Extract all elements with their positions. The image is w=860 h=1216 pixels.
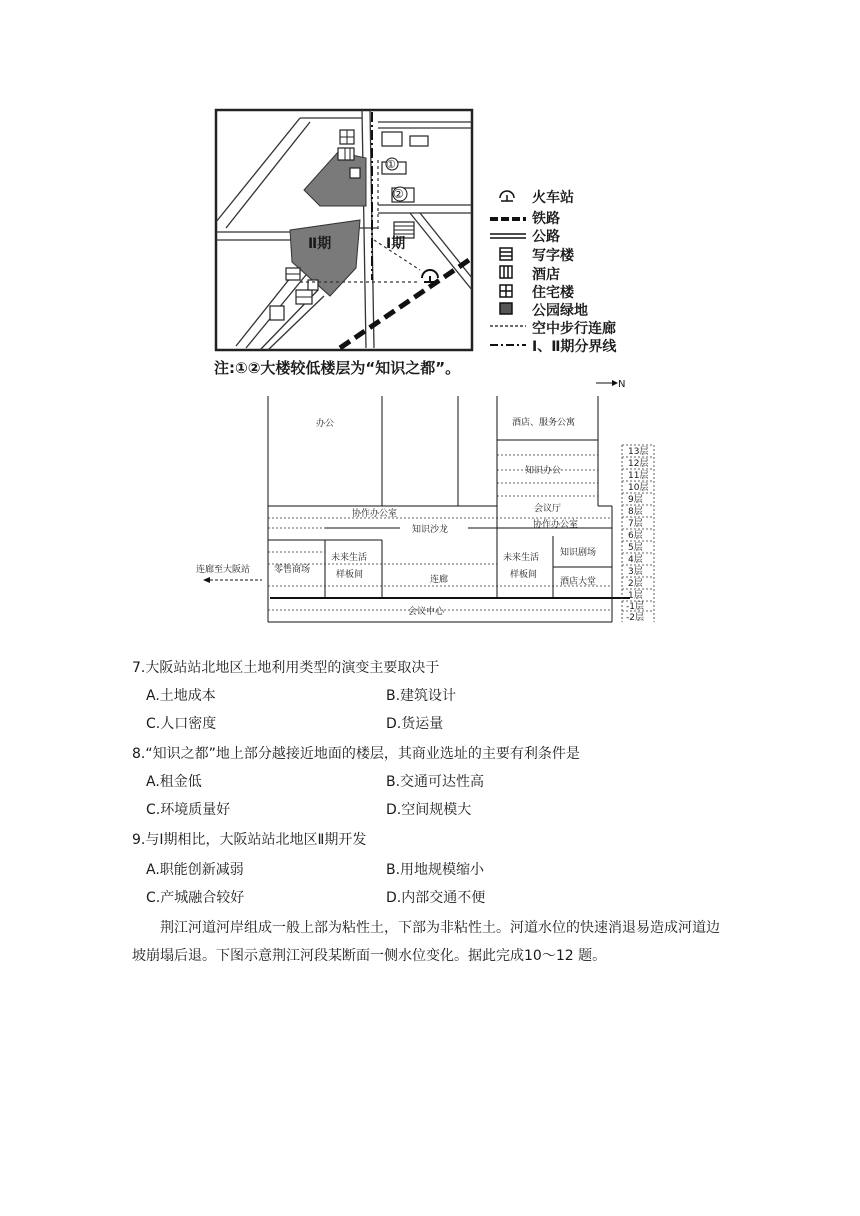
legend-label: 住宅楼 [532,285,574,301]
residential-icon [500,285,512,297]
arrow-left-icon [203,577,262,583]
floor-label: 6层 [628,531,643,541]
office-building-icon [500,248,512,260]
phase-2-label: Ⅱ期 [308,236,332,252]
train-station-icon [500,191,514,201]
option: D.货运量 [386,716,444,732]
convention-center-label: 会议中心 [408,607,445,617]
legend-label: 酒店 [532,267,560,283]
office-label: 办公 [316,419,335,429]
floor-label: 8层 [628,507,643,517]
retail-label: 零售商场 [274,565,311,575]
legend-label: 空中步行连廊 [532,321,616,337]
option: A.职能创新减弱 [146,862,244,878]
corridor-to-osaka-label: 连廊至大阪站 [196,565,251,575]
legend-label: 公路 [532,229,560,245]
floor-label: 9层 [628,495,643,505]
floor-label: 4层 [628,555,643,565]
legend-label: 火车站 [532,190,574,206]
building-1-label: ① [386,158,396,171]
legend [490,191,526,345]
option: D.空间规模大 [386,802,472,818]
option: A.土地成本 [146,688,216,704]
road-icon [490,234,526,238]
building-section [0,378,860,630]
floor-label: 11层 [628,471,649,481]
legend-label: 铁路 [532,211,560,227]
option: A.租金低 [146,774,202,790]
map-note: 注:①②大楼较低楼层为“知识之都”。 [214,359,461,377]
legend-label: Ⅰ、Ⅱ期分界线 [532,339,617,355]
legend-label: 公园绿地 [532,303,588,319]
floor-label: -1层 [626,602,644,612]
option: C.人口密度 [146,716,217,732]
collab-office-right-label: 协作办公室 [533,520,579,530]
north-label: N [618,379,626,390]
knowledge-salon-label: 知识沙龙 [412,525,449,535]
conference-hall-label: 会议厅 [534,504,562,514]
corridor-label: 连廊 [430,575,449,585]
future-model-left-label: 未来生活样板间 [331,553,368,580]
district-map [0,0,860,380]
option: B.交通可达性高 [386,774,485,790]
legend-label: 写字楼 [532,248,574,264]
park-green-icon [500,303,512,314]
question-7-stem: 7.大阪站站北地区土地利用类型的演变主要取决于 [132,660,440,676]
floor-label: 5层 [628,543,643,553]
hotel-lobby-label: 酒店大堂 [560,577,597,587]
option: B.建筑设计 [386,688,457,704]
option: C.环境质量好 [146,802,231,818]
question-9-stem: 9.与Ⅰ期相比，大阪站站北地区Ⅱ期开发 [132,832,367,848]
option: B.用地规模缩小 [386,862,485,878]
option: D.内部交通不便 [386,890,486,906]
option: C.产城融合较好 [146,890,245,906]
floor-label: 13层 [628,447,649,457]
phase-1-label: Ⅰ期 [386,236,406,252]
question-8-stem: 8.“知识之都”地上部分越接近地面的楼层，其商业选址的主要有利条件是 [132,746,580,762]
building-2-label: ② [393,187,404,201]
collab-office-left-label: 协作办公室 [352,509,398,519]
knowledge-theater-label: 知识剧场 [560,548,597,558]
floor-label: 12层 [628,459,649,469]
hotel-icon [500,266,512,278]
knowledge-office-label: 知识办公 [525,466,562,476]
hotel-apartment-label: 酒店、服务公寓 [512,418,576,428]
floor-label: 10层 [628,483,649,493]
north-arrow-icon [596,380,618,386]
floor-label: -2层 [626,613,644,623]
floor-label: 2层 [628,579,643,589]
future-model-right-label: 未来生活样板间 [503,553,540,580]
floor-label: 1层 [628,591,643,601]
passage-paragraph: 荆江河道河岸组成一般上部为粘性土，下部为非粘性土。河道水位的快速消退易造成河道边坡崩塌后退。下图示意荆江河段某断面一侧水位变化。据此完成10～12 题。 [132,920,720,964]
floor-label: 7层 [628,519,643,529]
floor-label: 3层 [628,567,643,577]
